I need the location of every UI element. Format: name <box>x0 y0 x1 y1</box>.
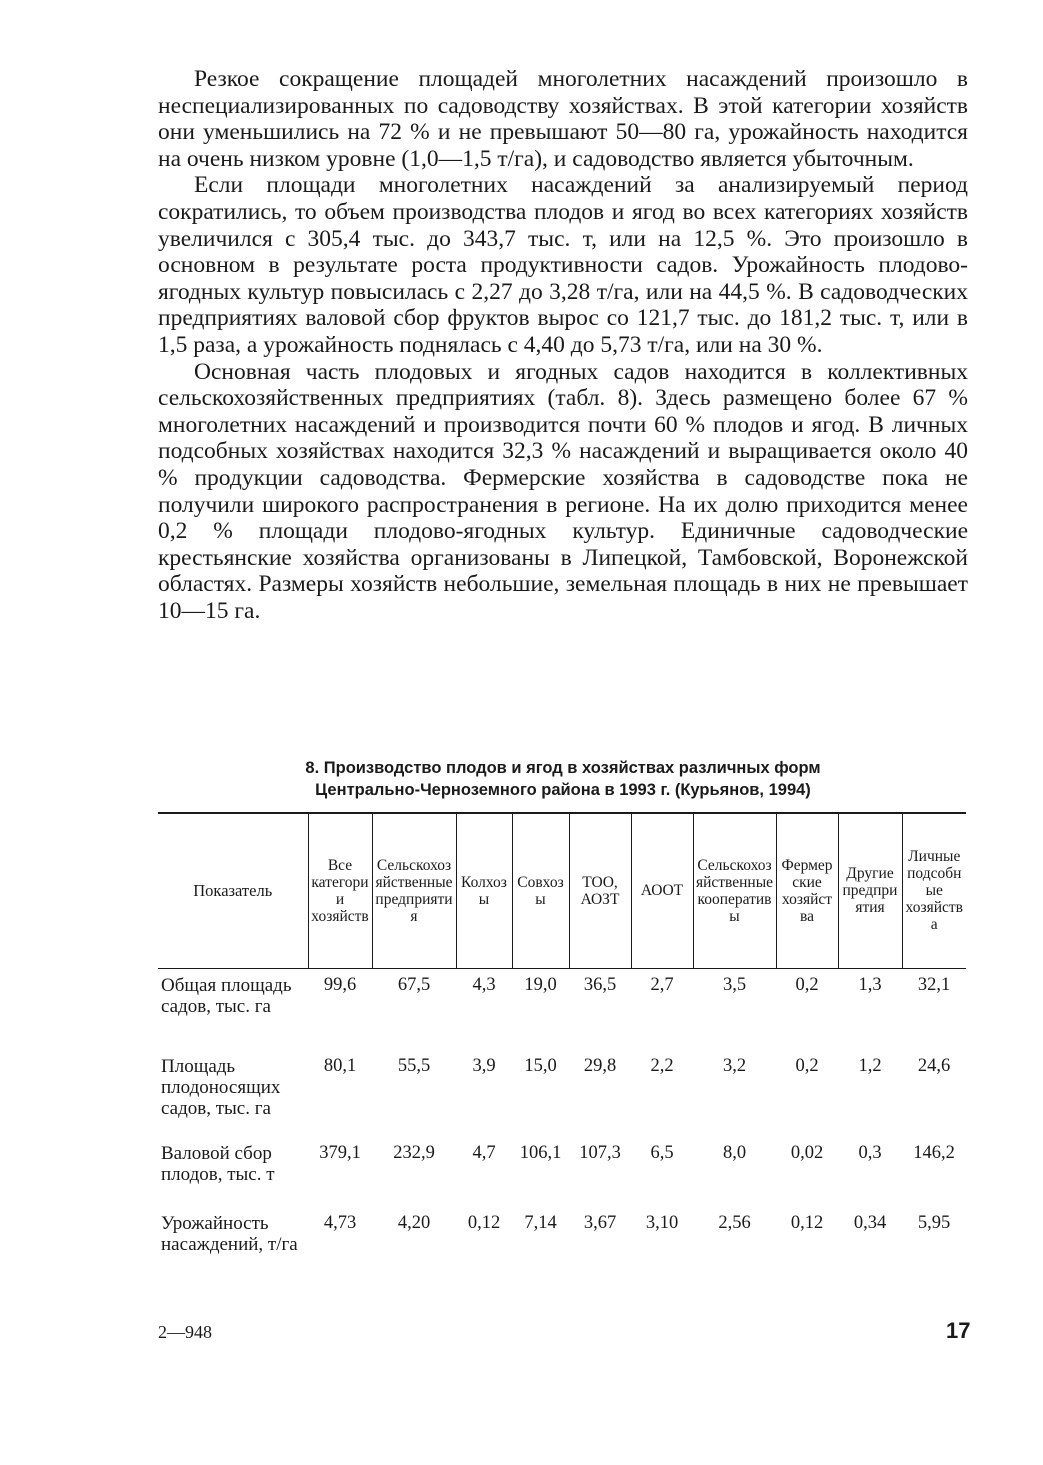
table-cell: 0,02 <box>790 1143 824 1163</box>
table-cell: 0,12 <box>467 1213 501 1233</box>
table-cell: 0,12 <box>790 1213 824 1233</box>
paragraph-2: Если площади многолетних насаждений за анализируемый период сократились, то объем производства плодов и ягод во всех категориях хозяйств увеличился с 305,4 тыс. до 343,7 тыс. т, или на 12,5 %. Это произошло в основном в результате роста продуктивности садов. Урожайность плодово-ягодных культур повысилась с 2,27 до 3,28 т/га, или на 44,5 %. В садоводческих предприятиях валовой сбор фруктов вырос со 121,7 тыс. до 181,2 тыс. т, или в 1,5 раза, а урожайность поднялась с 4,40 до 5,73 т/га, или на 30 %. <box>158 172 968 358</box>
row-label: Общая площадь садов, тыс. га <box>161 974 292 1017</box>
header-indicator: Показатель <box>158 813 308 968</box>
table-cell: 3,67 <box>583 1213 617 1233</box>
table-cell: 1,2 <box>858 1056 882 1076</box>
table-cell: 15,0 <box>524 1056 557 1076</box>
header-too-aozt: ТОО, АОЗТ <box>569 813 631 968</box>
table-cell: 0,2 <box>795 974 819 995</box>
table-row <box>158 1137 966 1207</box>
table-cell: 3,9 <box>472 1056 496 1076</box>
table-row <box>158 1050 966 1137</box>
header-cooperatives: Сельскохозяйственные кооперативы <box>693 813 776 968</box>
row-label: Урожайность насаждений, т/га <box>161 1213 298 1255</box>
body-text <box>158 66 968 624</box>
table-cell: 29,8 <box>583 1056 617 1076</box>
printer-signature: 2—948 <box>158 1322 212 1342</box>
header-kolkhozes: Колхозы <box>456 813 512 968</box>
table-caption-line-2: Центрально-Черноземного района в 1993 г. (Курьянов, 1994) <box>315 781 811 799</box>
paragraph-3: Основная часть плодовых и ягодных садов находится в коллективных сельскохозяйственных предприятиях (табл. 8). Здесь размещено более 67 % многолетних насаждений и производится почти 60 % плодов и ягод. В личных подсобных хозяйствах находится 32,3 % насаждений и выращивается около 40 % продукции садоводства. Фермерские хозяйства в садоводстве пока не получили широкого распространения в регионе. На их долю приходится менее 0,2 % площади плодово-ягодных культур. Единичные садоводческие крестьянские хозяйства организованы в Липецкой, Тамбовской, Воронежской областях. Размеры хозяйств небольшие, земельная площадь в них не превышает 10—15 га. <box>158 358 968 624</box>
table-cell: 1,3 <box>858 974 882 995</box>
table-cell: 4,73 <box>323 1213 357 1233</box>
table-cell: 0,34 <box>853 1213 887 1233</box>
header-agricultural-enterprises: Сельскохозяйственные предприятия <box>372 813 456 968</box>
table-cell: 19,0 <box>524 974 557 995</box>
table-cell: 36,5 <box>583 974 617 995</box>
table-cell: 3,2 <box>722 1056 747 1076</box>
table-cell: 0,2 <box>795 1056 819 1076</box>
header-personal-households: Личные подсобные хозяйства <box>902 813 966 968</box>
table-header-row <box>158 813 966 968</box>
table-cell: 80,1 <box>323 1056 357 1076</box>
table-cell: 24,6 <box>917 1056 951 1076</box>
table-cell: 106,1 <box>519 1143 562 1163</box>
header-all-categories: Все категории хозяйств <box>308 813 372 968</box>
header-aoot: АООТ <box>631 813 693 968</box>
page-number: 17 <box>946 1318 971 1343</box>
table-caption <box>158 757 968 801</box>
table-cell: 4,20 <box>397 1213 431 1233</box>
table-caption-line-1: 8. Производство плодов и ягод в хозяйствах различных форм <box>305 759 821 777</box>
fruit-production-table <box>158 812 966 1289</box>
header-farms: Фермерские хозяйства <box>776 813 838 968</box>
table-cell: 232,9 <box>393 1143 435 1163</box>
header-sovkhozes: Совхозы <box>512 813 569 968</box>
table-cell: 6,5 <box>650 1143 674 1163</box>
table-cell: 0,3 <box>858 1143 882 1163</box>
table-cell: 146,2 <box>913 1143 955 1163</box>
table-cell: 8,0 <box>722 1143 747 1163</box>
table-cell: 107,3 <box>579 1143 621 1163</box>
table-cell: 32,1 <box>917 974 951 995</box>
row-label: Площадь плодоносящих садов, тыс. га <box>161 1056 281 1119</box>
table-cell: 2,7 <box>650 974 674 995</box>
table-cell: 2,2 <box>650 1056 674 1076</box>
table-row <box>158 1207 966 1289</box>
table-cell: 4,7 <box>472 1143 496 1163</box>
table-row <box>158 968 966 1050</box>
row-label: Валовой сбор плодов, тыс. т <box>161 1143 275 1185</box>
header-other-enterprises: Другие предприятия <box>838 813 902 968</box>
paragraph-1: Резкое сокращение площадей многолетних насаждений произошло в неспециализированных по садоводству хозяйствах. В этой категории хозяйств они уменьшились на 72 % и не превышают 50—80 га, урожайность находится на очень низком уровне (1,0—1,5 т/га), и садоводство является убыточным. <box>158 66 968 172</box>
table-cell: 3,10 <box>645 1213 679 1233</box>
table-cell: 3,5 <box>722 974 747 995</box>
table-cell: 5,95 <box>917 1213 951 1233</box>
table-cell: 4,3 <box>472 974 496 995</box>
table-cell: 99,6 <box>323 974 357 995</box>
table-cell: 379,1 <box>319 1143 361 1163</box>
table-cell: 7,14 <box>524 1213 557 1233</box>
table-cell: 2,56 <box>718 1213 751 1233</box>
table-cell: 55,5 <box>397 1056 431 1076</box>
table-cell: 67,5 <box>397 974 431 995</box>
